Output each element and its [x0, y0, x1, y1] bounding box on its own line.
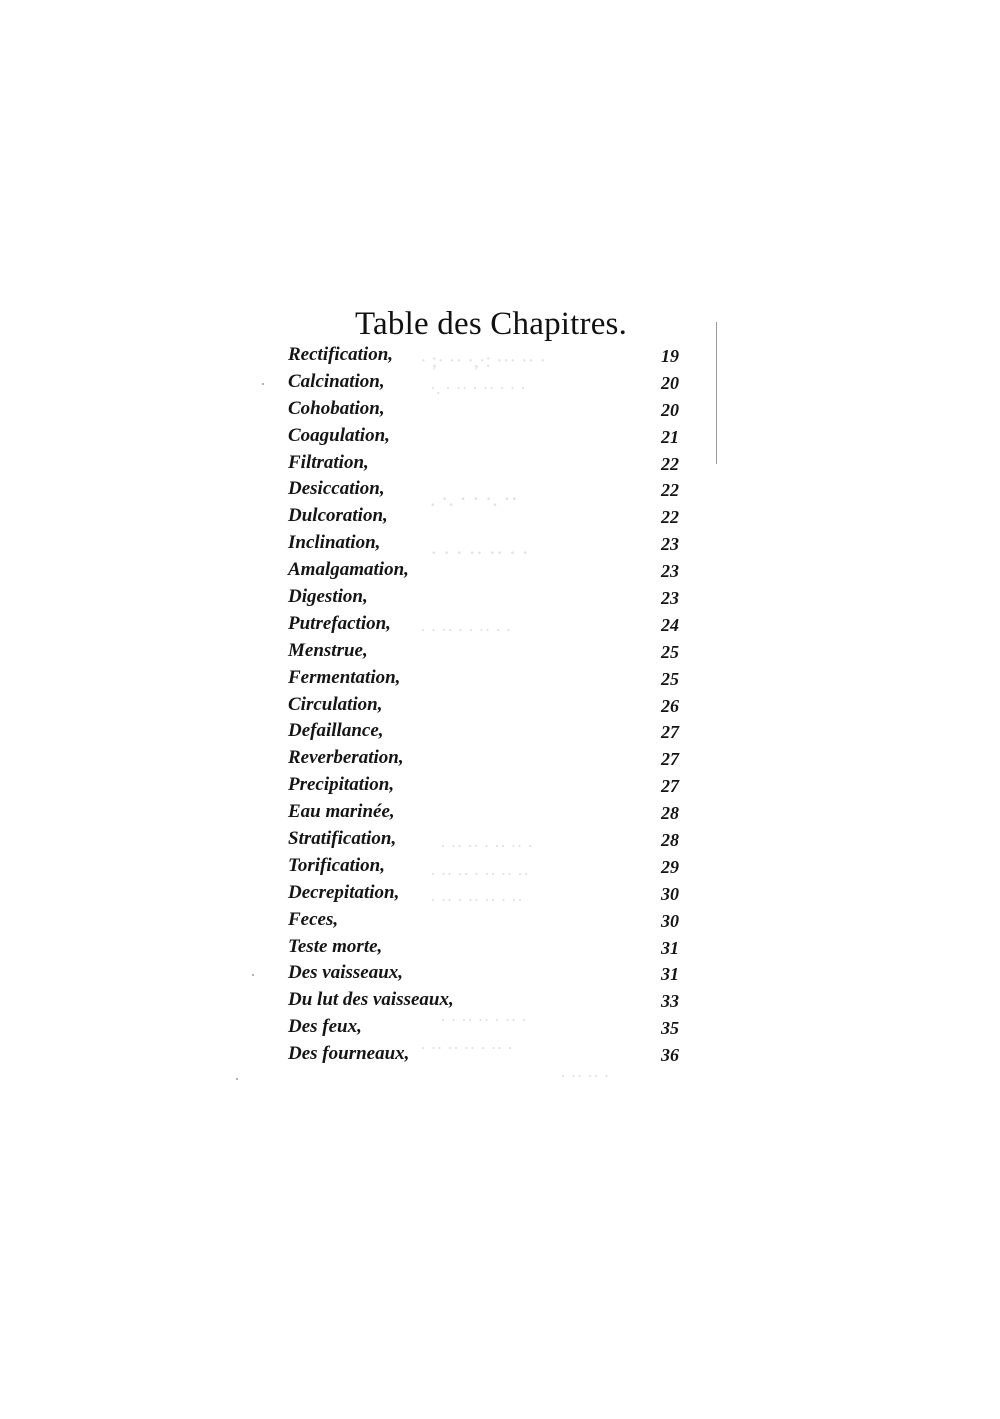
- toc-entry-label: Filtration,: [288, 451, 369, 473]
- toc-entry-label: Desiccation,: [288, 478, 385, 500]
- toc-entry-page-number: 33: [661, 991, 679, 1012]
- toc-entry-page-number: 23: [661, 561, 679, 582]
- toc-entry-label: Putrefaction,: [288, 612, 391, 634]
- toc-entry-page-number: 25: [661, 668, 679, 689]
- toc-entry-page-number: 22: [661, 480, 679, 501]
- toc-entry-page-number: 35: [661, 1018, 679, 1039]
- toc-entry-label: Amalgamation,: [288, 559, 409, 581]
- toc-entry-label: Teste morte,: [288, 935, 383, 957]
- ink-speck: [262, 383, 264, 385]
- toc-entry: [288, 450, 693, 477]
- toc-entry: [288, 799, 693, 826]
- toc-entry-label: Precipitation,: [288, 774, 395, 796]
- toc-entry-label: Calcination,: [288, 370, 385, 392]
- toc-entry-label: Torification,: [288, 854, 385, 876]
- toc-entry: [288, 476, 693, 503]
- toc-entry-label: Des feux,: [288, 1016, 362, 1038]
- toc-entry-page-number: 21: [661, 426, 679, 447]
- toc-entry: [288, 530, 693, 557]
- toc-entry: [288, 987, 693, 1014]
- page-title: Table des Chapitres.: [355, 306, 628, 342]
- toc-entry: [288, 853, 693, 880]
- toc-entry: [288, 423, 693, 450]
- show-through-ink: · ·· ·· ·· · ·· ·: [420, 1038, 513, 1058]
- toc-entry-page-number: 30: [661, 910, 679, 931]
- toc-entry-label: Des vaisseaux,: [288, 962, 404, 984]
- page-edge-mark: [716, 322, 717, 464]
- toc-entry: [288, 718, 693, 745]
- toc-entry-label: Inclination,: [288, 532, 381, 554]
- toc-entry-label: Du lut des vaisseaux,: [288, 989, 454, 1011]
- toc-entry: [288, 503, 693, 530]
- toc-entry-label: Digestion,: [288, 586, 368, 608]
- toc-entry-page-number: 30: [661, 883, 679, 904]
- table-of-contents: [288, 342, 693, 1068]
- toc-entry-label: Circulation,: [288, 693, 383, 715]
- show-through-ink: ·. · ·· · ·· · · ·: [430, 378, 526, 398]
- toc-entry-page-number: 26: [661, 695, 679, 716]
- toc-entry-page-number: 28: [661, 830, 679, 851]
- toc-entry-label: Dulcoration,: [288, 505, 388, 527]
- toc-entry: [288, 611, 693, 638]
- toc-entry-page-number: 36: [661, 1045, 679, 1066]
- toc-entry: [288, 880, 693, 907]
- toc-entry: [288, 907, 693, 934]
- toc-entry-page-number: 31: [661, 937, 679, 958]
- show-through-ink: · · · ·· ·· · ·: [430, 540, 529, 565]
- toc-entry-label: Reverberation,: [288, 747, 404, 769]
- toc-entry-label: Cohobation,: [288, 397, 385, 419]
- toc-entry-page-number: 28: [661, 803, 679, 824]
- toc-entry-page-number: 31: [661, 964, 679, 985]
- show-through-ink: · ·· · ·· ·· · ··: [430, 890, 523, 910]
- toc-entry-label: Feces,: [288, 908, 339, 930]
- toc-entry: [288, 1014, 693, 1041]
- toc-entry-page-number: 23: [661, 588, 679, 609]
- toc-entry-label: Eau marinée,: [288, 801, 395, 823]
- toc-entry-label: Fermentation,: [288, 666, 401, 688]
- toc-entry-label: Des fourneaux,: [288, 1043, 410, 1065]
- toc-entry-label: Menstrue,: [288, 639, 368, 661]
- show-through-ink: · ·· ·· · ·· ·· ··: [430, 864, 529, 884]
- toc-entry-page-number: 23: [661, 534, 679, 555]
- toc-entry: [288, 342, 693, 369]
- toc-entry-label: Stratification,: [288, 828, 397, 850]
- toc-entry: [288, 772, 693, 799]
- toc-entry-page-number: 20: [661, 399, 679, 420]
- toc-entry: [288, 826, 693, 853]
- toc-entry: [288, 960, 693, 987]
- toc-entry: [288, 557, 693, 584]
- toc-entry-page-number: 24: [661, 614, 679, 635]
- show-through-ink: . ·. · · ·. ··: [430, 486, 518, 511]
- toc-entry: [288, 692, 693, 719]
- toc-entry: [288, 369, 693, 396]
- ink-speck: [236, 1078, 238, 1080]
- toc-entry: [288, 396, 693, 423]
- show-through-ink: · ;· ·· ·,·: ··· ·· ·: [420, 350, 547, 372]
- show-through-ink: · ·· ·· · ·· ·· ·: [440, 836, 533, 856]
- toc-entry-page-number: 22: [661, 453, 679, 474]
- toc-entry-page-number: 29: [661, 856, 679, 877]
- toc-entry: [288, 934, 693, 961]
- toc-entry: [288, 745, 693, 772]
- toc-entry-label: Rectification,: [288, 344, 394, 365]
- toc-entry-label: Defaillance,: [288, 720, 384, 742]
- toc-entry: [288, 1041, 693, 1068]
- show-through-ink: · ·· ·· ·: [560, 1066, 610, 1086]
- toc-entry-page-number: 25: [661, 641, 679, 662]
- toc-entry-page-number: 27: [661, 749, 679, 770]
- toc-entry-page-number: 27: [661, 776, 679, 797]
- toc-entry: [288, 584, 693, 611]
- toc-entry-label: Decrepitation,: [288, 881, 400, 903]
- toc-entry: [288, 638, 693, 665]
- toc-entry-page-number: 22: [661, 507, 679, 528]
- toc-entry: [288, 665, 693, 692]
- show-through-ink: · · ·· ·· · ·· ·: [440, 1010, 527, 1030]
- toc-entry-page-number: 27: [661, 722, 679, 743]
- show-through-ink: · · ·· · · ·· · ·: [420, 620, 512, 640]
- toc-entry-page-number: 20: [661, 372, 679, 393]
- ink-speck: [252, 974, 254, 976]
- toc-entry-page-number: 19: [661, 346, 679, 366]
- toc-entry-label: Coagulation,: [288, 424, 390, 446]
